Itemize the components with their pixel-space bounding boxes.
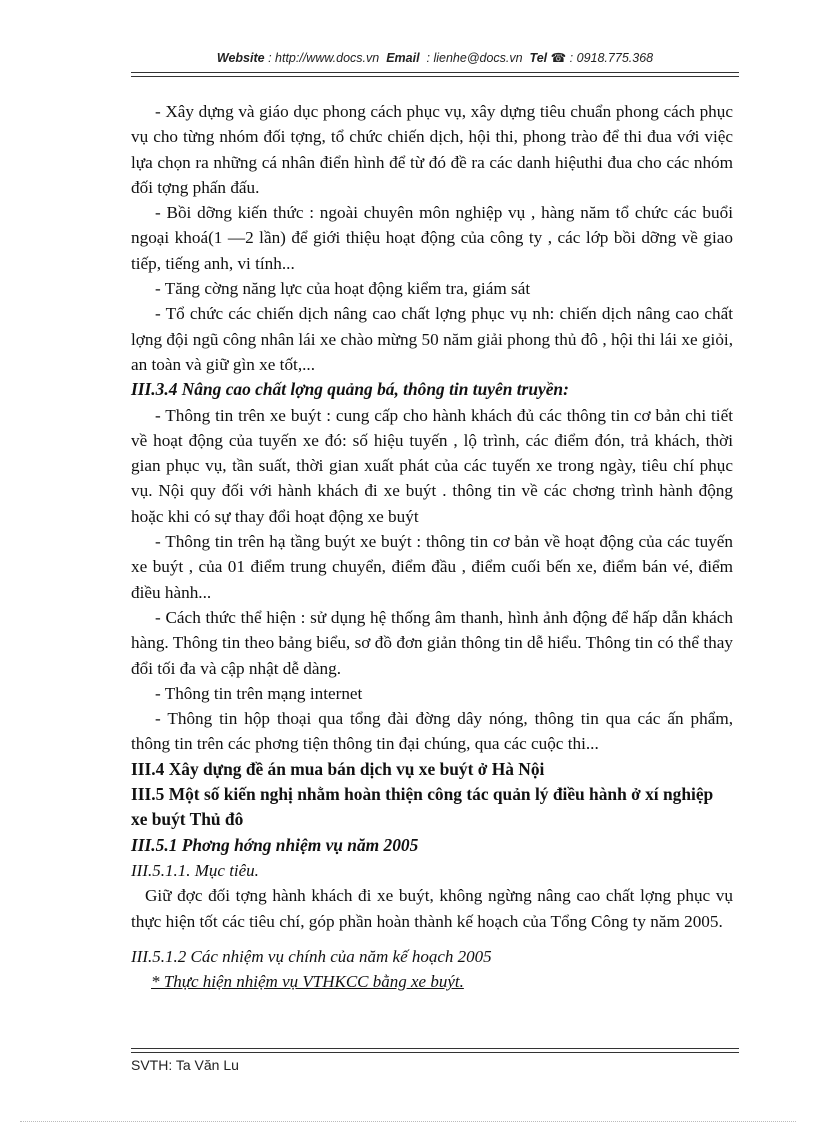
heading-iii-5-1-1: III.5.1.1. Mục tiêu. — [131, 860, 259, 880]
heading-iii-4: III.4 Xây dựng đề án mua bán dịch vụ xe buýt ở Hà Nội — [131, 758, 545, 779]
paragraph-inspection: - Tăng cờng năng lực của hoạt động kiểm tra, giám sát — [155, 279, 531, 299]
footer-author: SVTH: Ta Văn Lu — [131, 1057, 239, 1073]
footer-rule-thin — [131, 1048, 739, 1049]
website-label: Website — [216, 51, 265, 65]
heading-iii-5-1-2: III.5.1.2 Các nhiệm vụ chính của năm kế hoạch 2005 — [131, 946, 492, 966]
paragraph-objective: Giữ đợc đối tợng hành khách đi xe buýt, không ngừng nâng cao chất lợng phục vụ thực hiện tốt các tiêu chí, góp phần hoàn thành kế hoạch của Tổng Công ty năm 2005. — [131, 886, 733, 931]
page-body — [131, 99, 733, 994]
paragraph-hotline: - Thông tin hộp thoại qua tổng đài đờng dây nóng, thông tin qua các ấn phẩm, thông tin trên các phơng tiện thông tin đại chúng, qua các cuộc thi... — [131, 709, 733, 754]
paragraph-infrastructure-info: - Thông tin trên hạ tầng buýt xe buýt : thông tin cơ bản về hoạt động của các tuyến xe buýt , của 01 điểm trung chuyển, điểm đầu , điểm cuối bến xe, điểm bán vé, điểm điều hành... — [131, 532, 733, 602]
email-label: Email — [386, 51, 420, 65]
tel-value: ☎ : 0918.775.368 — [550, 51, 654, 65]
paragraph-campaigns: - Tổ chức các chiến dịch nâng cao chất lợng phục vụ nh: chiến dịch nâng cao chất lợng đội ngũ công nhân lái xe chào mừng 50 năm giải phong thủ đô , hội thi lái xe giỏi, an toàn và giữ gìn xe tốt,... — [131, 304, 733, 374]
task-item-text: * Thực hiện nhiệm vụ VTHKCC bằng xe buýt. — [151, 972, 464, 992]
task-item — [131, 969, 733, 994]
email-value[interactable]: : lienhe@docs.vn — [426, 51, 523, 65]
paragraph-service-style: - Xây dựng và giáo dục phong cách phục vụ, xây dựng tiêu chuẩn phong cách phục vụ cho từng nhóm đối tợng, tổ chức chiến dịch, hội thi, phong trào để thi đua với việc lựa chọn ra những cá nhân điển hình để từ đó đề ra các danh hiệuthi đua cho các nhóm đối tợng phấn đấu. — [131, 102, 733, 197]
paragraph-presentation: - Cách thức thể hiện : sử dụng hệ thống âm thanh, hình ảnh động để hấp dẫn khách hàng. Thông tin theo bảng biểu, sơ đồ đơn giản thông tin dễ hiểu. Thông tin có thể thay đổi tối đa và cập nhật dễ dàng. — [131, 607, 733, 678]
heading-iii-3-4: III.3.4 Nâng cao chất lợng quảng bá, thông tin tuyên truyền: — [131, 379, 569, 400]
page-edge-divider — [20, 1121, 796, 1122]
website-value[interactable]: : http://www.docs.vn — [268, 51, 380, 65]
tel-label: Tel — [529, 51, 548, 65]
paragraph-bus-info: - Thông tin trên xe buýt : cung cấp cho hành khách đủ các thông tin cơ bản chi tiết về hoạt động của tuyến xe đó: số hiệu tuyến , lộ trình, các điểm đón, trả khách, thời gian phục vụ, tần suất, thời gian xuất phát của các tuyến xe trong ngày, tiêu chí phục vụ. Nội quy đối với hành khách đi xe buýt . thông tin về các chơng trình hành động hoặc khi có sự thay đổi hoạt động xe buýt — [131, 405, 733, 526]
header-rule-thin — [131, 76, 739, 77]
header-rule — [131, 72, 739, 73]
footer-rule — [131, 1052, 739, 1053]
heading-iii-5-1: III.5.1 Phơng hớng nhiệm vụ năm 2005 — [131, 834, 419, 855]
paragraph-training: - Bồi dỡng kiến thức : ngoài chuyên môn nghiệp vụ , hàng năm tổ chức các buổi ngoại khoá(1 —2 lần) để giới thiệu hoạt động của công ty , các lớp bồi dỡng về giao tiếp, tiếng anh, vi tính... — [131, 203, 733, 273]
heading-iii-5: III.5 Một số kiến nghị nhằm hoàn thiện công tác quản lý điều hành ở xí nghiệp xe buýt Thủ đô — [131, 784, 714, 830]
page-header — [131, 50, 739, 65]
paragraph-internet: - Thông tin trên mạng internet — [155, 683, 363, 703]
